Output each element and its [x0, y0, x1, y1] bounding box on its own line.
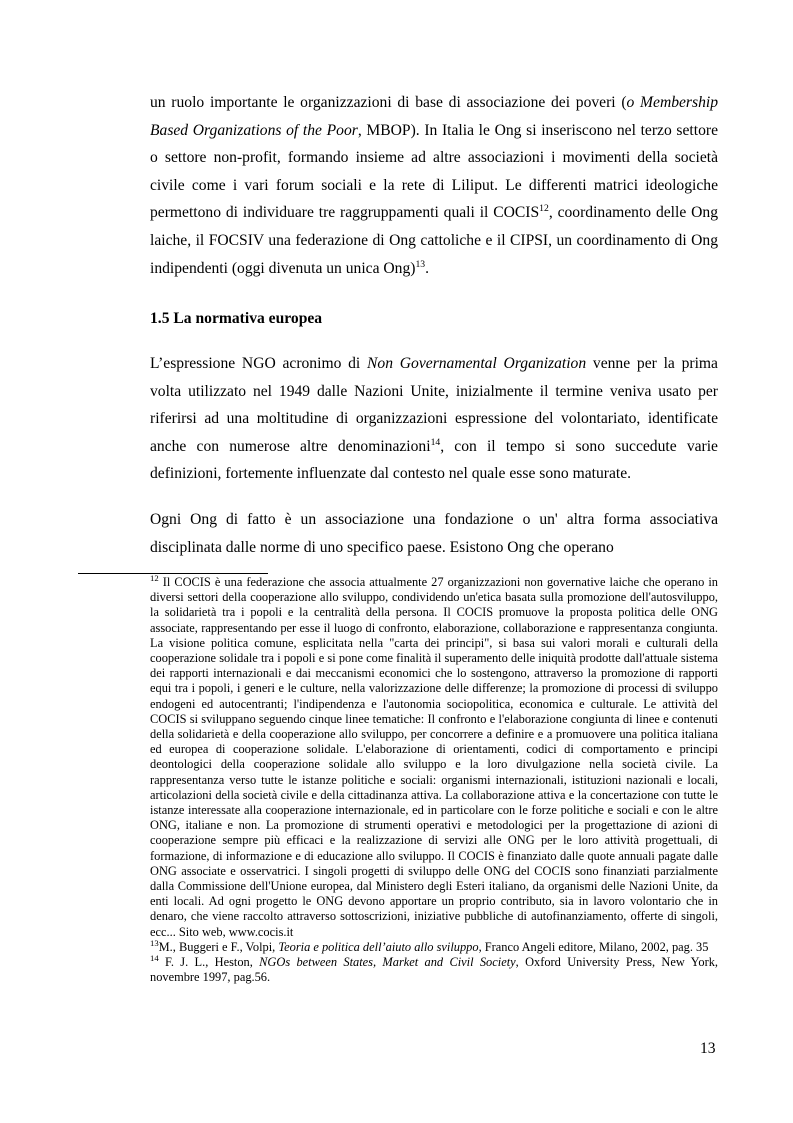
footnote-text: M., Buggeri e F., Volpi,: [158, 939, 279, 954]
footnote-14: [150, 952, 719, 985]
footnotes: [150, 572, 719, 985]
paragraph-text: , MBOP). In Italia le Ong si inseriscono nel terzo settore o settore non-profit, formando insieme ad altre associazioni i movimenti della società civile come i vari forum sociali e la rete di Liliput. Le differenti matrici ideologiche permettono di individuare tre raggruppamenti quali il COCIS: [150, 121, 718, 222]
paragraph-ngo-definition: [150, 350, 718, 488]
footnote-ref-13: 13: [415, 258, 426, 270]
paragraph-ong-forms: Ogni Ong di fatto è un associazione una fondazione o un' altra forma associativa disciplinata dalle norme di uno specifico paese. Esistono Ong che operano: [150, 511, 718, 556]
page-number: 13: [700, 1040, 716, 1057]
footnote-book-title: Teoria e politica dell’aiuto allo sviluppo: [278, 939, 479, 954]
paragraph-text: venne per la prima volta utilizzato nel 1949 dalle Nazioni Unite, inizialmente il termine veniva usato per riferirsi ad una moltitudine di organizzazioni espressione del volontariato, identificate anche con numerose altre denominazioni: [150, 355, 718, 455]
footnote-13: [150, 937, 718, 955]
footnote-book-title: NGOs between States, Market and Civil Society: [259, 955, 516, 970]
section-heading: 1.5 La normativa europea: [150, 310, 323, 327]
paragraph-text: L’espressione NGO acronimo di: [150, 355, 368, 372]
italic-term: Non Governamental Organization: [367, 355, 587, 372]
paragraph-text: un ruolo importante le organizzazioni di base di associazione dei poveri (: [150, 94, 627, 111]
footnote-ref-12: 12: [539, 203, 549, 215]
paragraph-text: , coordinamento delle Ong laiche, il FOCSIV una federazione di Ong cattoliche e il CIPSI, un coordinamento di Ong indipendenti (oggi divenuta un unica Ong): [150, 204, 718, 277]
footnote-text: , Oxford University Press, New York, novembre 1997, pag.56.: [150, 955, 719, 985]
footnote-separator: [78, 573, 268, 574]
paragraph-text: .: [425, 259, 430, 277]
footnote-number: 13: [150, 937, 159, 948]
italic-term: o Membership Based Organizations of the Poor: [150, 94, 718, 139]
footnote-number: 14: [150, 952, 159, 963]
footnote-number: 12: [150, 572, 159, 583]
footnote-text: , Franco Angeli editore, Milano, 2002, pag. 35: [478, 939, 709, 954]
paragraph-mbop: [150, 89, 718, 282]
footnote-text: Il COCIS è una federazione che associa attualmente 27 organizzazioni non governative laiche che operano in diversi settori della cooperazione allo sviluppo, condividendo un'etica basata sulla promozione dell'autosviluppo, la solidarietà tra i popoli e la centralità della persona. Il COCIS promuove la proposta politica delle ONG associate, rappresentando per esse il luogo di confronto, elaborazione, collaborazione e rappresentanza congiunta. La visione politica comune, esplicitata nella "carta dei principi", si basa sui valori morali e culturali della cooperazione solidale tra i popoli e si pone come finalità il superamento delle iniquità prodotte dall'attuale sistema dei rapporti internazionali e dai meccanismi economici che lo sostengono, attraverso la promozione di rapporti equi tra i popoli, i generi e le culture, nella valorizzazione delle differenze; la promozione di processi di sviluppo endogeni ed autocentranti; l'indipendenza e l'autonomia sociopolitica, economica e culturale. Le attività del COCIS si sviluppano seguendo cinque linee tematiche: Il confronto e l'elaborazione congiunta di linee e contenuti della solidarietà e della cooperazione allo sviluppo, per concorrere a definire e a promuovere una politica italiana ed europea di cooperazione solidale. L'elaborazione di orientamenti, codici di comportamento e principi deontologici della cooperazione solidale allo sviluppo e la loro divulgazione nella società civile. La rappresentanza verso tutte le istanze politiche e sociali: organismi internazionali, istituzioni nazionali e locali, articolazioni della società civile e della cittadinanza attiva. La collaborazione attiva e la concertazione con tutte le istanze interessate alla cooperazione internazionale, ed in particolare con le forze politiche e sociali e con le altre ONG, italiane e non. La promozione di strumenti operativi e metodologici per la progettazione di azioni di cooperazione sempre più efficaci e la realizzazione di servizi alle ONG per le loro attività progettuali, di formazione, di informazione e di educazione allo sviluppo. Il COCIS è finanziato dalle quote annuali pagate dalle ONG associate e osservatrici. I singoli progetti di sviluppo delle ONG del COCIS sono finanziati parzialmente dalla Commissione dell'Unione europea, dal Ministero degli Esteri italiano, da organismi delle Nazioni Unite, da enti locali. Ad ogni progetto le ONG devono apportare un proprio contributo, sia in lavoro volontario che in denaro, che viene raccolto attraverso sottoscrizioni, iniziative pubbliche di autofinanziamento, offerte di singoli, ecc... Sito web, www.cocis.it: [150, 575, 718, 939]
footnote-12: [150, 572, 718, 940]
footnote-ref-14: 14: [430, 436, 441, 448]
footnote-text: F. J. L., Heston,: [158, 955, 260, 970]
paragraph-text: , con il tempo si sono succedute varie definizioni, fortemente influenzate dal contesto nel quale esse sono maturate.: [150, 437, 718, 483]
